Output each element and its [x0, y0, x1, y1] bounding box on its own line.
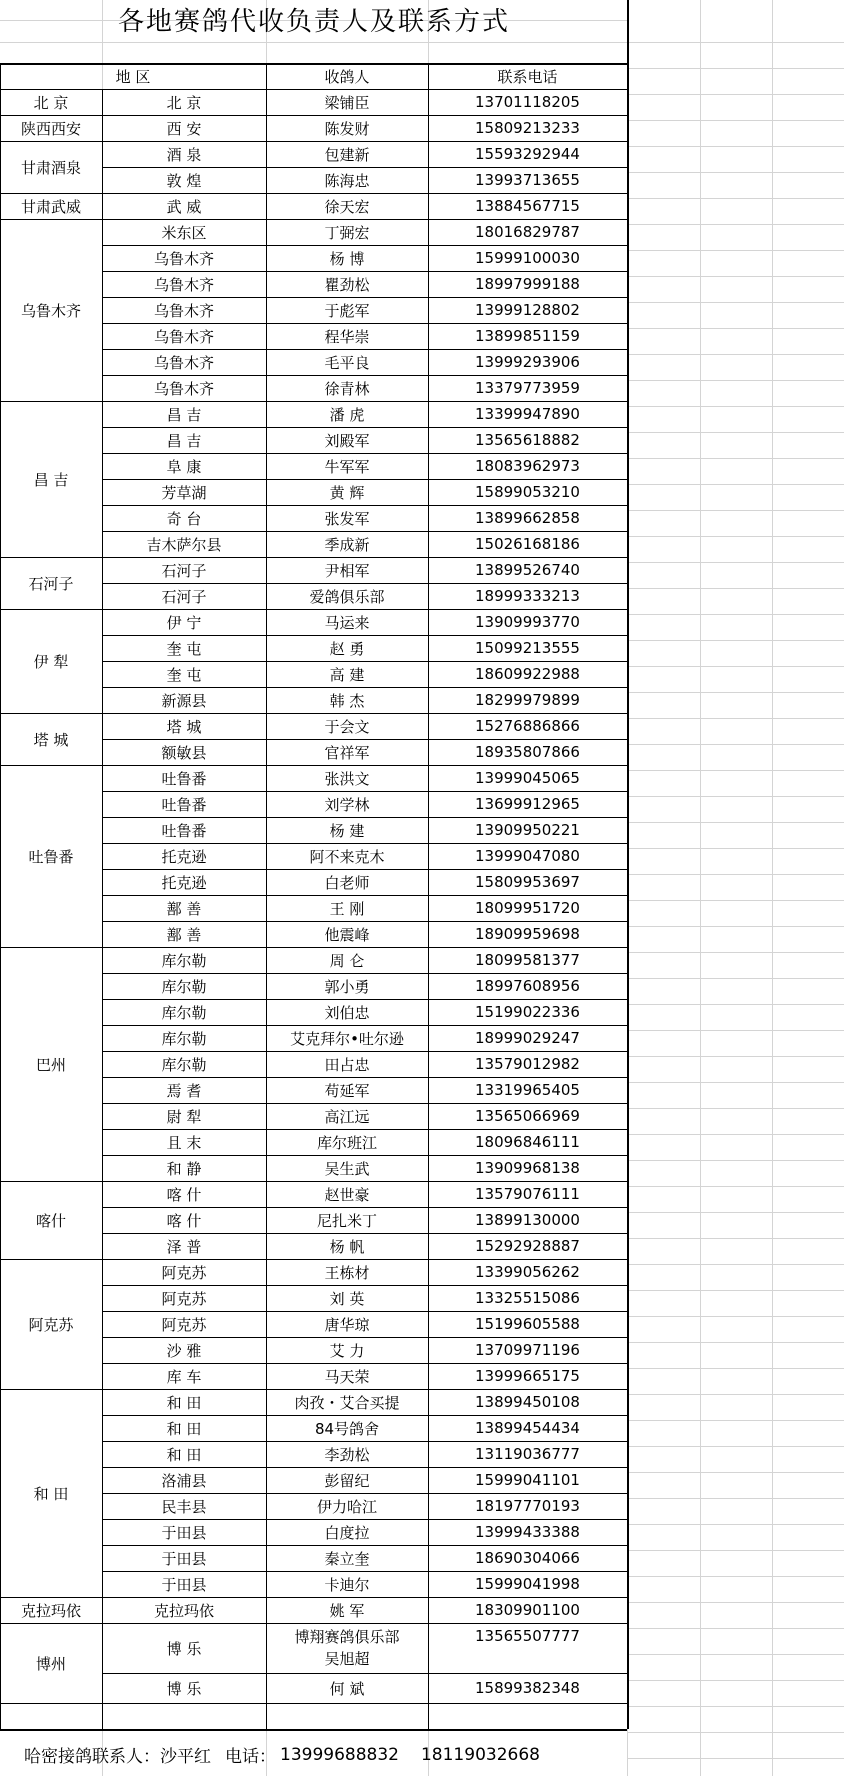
phone-cell: 18016829787	[475, 223, 580, 241]
city-cell: 乌鲁木齐	[153, 301, 214, 320]
phone-cell: 18999333213	[475, 587, 580, 605]
receiver-cell: 马运来	[324, 613, 370, 632]
phone-cell: 18997608956	[475, 977, 580, 995]
receiver-cell: 高江远	[324, 1107, 370, 1126]
city-cell: 伊 宁	[166, 613, 202, 632]
phone-cell: 13999665175	[475, 1367, 580, 1385]
city-cell: 米东区	[161, 223, 207, 242]
receiver-cell: 田占忠	[324, 1055, 370, 1074]
phone-cell: 13999128802	[475, 301, 580, 319]
receiver-cell: 李劲松	[324, 1445, 370, 1464]
city-cell: 库尔勒	[161, 1003, 207, 1022]
phone-cell: 13399947890	[475, 405, 580, 423]
receiver-cell: 季成新	[324, 535, 370, 554]
phone-cell: 18083962973	[475, 457, 580, 475]
table-top-border	[0, 63, 627, 65]
column-border	[266, 63, 267, 1729]
city-cell: 昌 吉	[166, 405, 202, 424]
city-cell: 奇 台	[166, 509, 202, 528]
receiver-cell: 何 斌	[329, 1679, 365, 1698]
phone-cell: 18690304066	[475, 1549, 580, 1567]
city-cell: 泽 普	[166, 1237, 202, 1256]
city-cell: 武 威	[166, 197, 202, 216]
receiver-cell: 伊力哈江	[316, 1497, 377, 1516]
receiver-cell: 尹相军	[324, 561, 370, 580]
receiver-cell: 杨 帆	[329, 1237, 365, 1256]
phone-cell: 13899851159	[475, 327, 580, 345]
phone-cell: 18096846111	[475, 1133, 580, 1151]
city-cell: 乌鲁木齐	[153, 249, 214, 268]
city-cell: 尉 犁	[166, 1107, 202, 1126]
receiver-cell: 吴生武	[324, 1159, 370, 1178]
region-cell: 甘肃武威	[20, 197, 81, 216]
receiver-cell: 徐青林	[324, 379, 370, 398]
receiver-cell: 白度拉	[324, 1523, 370, 1542]
phone-cell: 15899053210	[475, 483, 580, 501]
city-cell: 且 末	[166, 1133, 202, 1152]
region-cell: 石河子	[28, 574, 74, 593]
phone-cell: 13899662858	[475, 509, 580, 527]
column-border	[102, 89, 103, 1729]
phone-cell: 15593292944	[475, 145, 580, 163]
receiver-cell: 张发军	[324, 509, 370, 528]
city-cell: 乌鲁木齐	[153, 379, 214, 398]
city-cell: 库尔勒	[161, 1029, 207, 1048]
receiver-cell: 刘伯忠	[324, 1003, 370, 1022]
phone-cell: 13701118205	[475, 93, 580, 111]
receiver-cell: 马天荣	[324, 1367, 370, 1386]
phone-cell: 18999029247	[475, 1029, 580, 1047]
city-cell: 洛浦县	[161, 1471, 207, 1490]
city-cell: 库尔勒	[161, 977, 207, 996]
footer-phone-2: 18119032668	[420, 1744, 540, 1765]
receiver-cell: 程华崇	[324, 327, 370, 346]
phone-cell: 13899526740	[475, 561, 580, 579]
receiver-cell: 刘 英	[329, 1289, 365, 1308]
city-cell: 阿克苏	[161, 1289, 207, 1308]
receiver-cell: 王 刚	[329, 899, 365, 918]
city-cell: 喀 什	[166, 1211, 202, 1230]
phone-cell: 15999041101	[475, 1471, 580, 1489]
receiver-cell: 唐华琼	[324, 1315, 370, 1334]
footer-phone-1: 13999688832	[280, 1744, 399, 1765]
city-cell: 沙 雅	[166, 1341, 202, 1360]
receiver-cell: 梁铺臣	[324, 93, 370, 112]
receiver-cell: 爱鸽俱乐部	[309, 587, 385, 606]
phone-cell: 15276886866	[475, 717, 580, 735]
city-cell: 石河子	[161, 561, 207, 580]
city-cell: 于田县	[161, 1549, 207, 1568]
receiver-cell: 白老师	[324, 873, 370, 892]
city-cell: 库尔勒	[161, 1055, 207, 1074]
receiver-cell: 官祥军	[324, 743, 370, 762]
region-cell: 陕西西安	[20, 119, 81, 138]
receiver-cell: 姚 军	[329, 1601, 365, 1620]
receiver-cell: 丁弼宏	[324, 223, 370, 242]
phone-cell: 13119036777	[475, 1445, 580, 1463]
region-cell: 吐鲁番	[28, 847, 74, 866]
city-cell: 鄯 善	[166, 925, 202, 944]
page-title: 各地赛鸽代收负责人及联系方式	[117, 7, 510, 37]
phone-cell: 18099581377	[475, 951, 580, 969]
table-left-border	[0, 63, 1, 1729]
phone-cell: 15809213233	[475, 119, 580, 137]
phone-cell: 13899454434	[475, 1419, 580, 1437]
header-region: 地 区	[115, 67, 151, 86]
receiver-cell: 陈海忠	[324, 171, 370, 190]
city-cell: 和 静	[166, 1159, 202, 1178]
phone-cell: 15999041998	[475, 1575, 580, 1593]
city-cell: 吐鲁番	[161, 821, 207, 840]
phone-cell: 13709971196	[475, 1341, 580, 1359]
receiver-cell: 包建新	[324, 145, 370, 164]
city-cell: 乌鲁木齐	[153, 327, 214, 346]
region-cell: 塔 城	[33, 730, 69, 749]
city-cell: 喀 什	[166, 1185, 202, 1204]
city-cell: 石河子	[161, 587, 207, 606]
region-cell: 昌 吉	[33, 470, 69, 489]
table-right-border	[627, 0, 629, 1729]
receiver-cell: 毛平良	[324, 353, 370, 372]
region-cell: 伊 犁	[33, 652, 69, 671]
city-cell: 酒 泉	[166, 145, 202, 164]
region-cell: 博州	[35, 1654, 66, 1673]
phone-cell: 18299979899	[475, 691, 580, 709]
phone-cell: 18997999188	[475, 275, 580, 293]
header-receiver: 收鸽人	[324, 67, 370, 86]
city-cell: 克拉玛依	[153, 1601, 214, 1620]
phone-cell: 13565507777	[475, 1627, 580, 1645]
receiver-cell: 他震峰	[324, 925, 370, 944]
receiver-cell: 库尔班江	[316, 1133, 377, 1152]
city-cell: 昌 吉	[166, 431, 202, 450]
city-cell: 西 安	[166, 119, 202, 138]
phone-cell: 18935807866	[475, 743, 580, 761]
phone-cell: 13579012982	[475, 1055, 580, 1073]
phone-cell: 13319965405	[475, 1081, 580, 1099]
receiver-cell: 赵世豪	[324, 1185, 370, 1204]
city-cell: 阜 康	[166, 457, 202, 476]
phone-cell: 15809953697	[475, 873, 580, 891]
phone-cell: 13999047080	[475, 847, 580, 865]
city-cell: 博 乐	[166, 1679, 202, 1698]
phone-cell: 15292928887	[475, 1237, 580, 1255]
phone-cell: 13899450108	[475, 1393, 580, 1411]
receiver-cell: 阿不来克木	[309, 847, 385, 866]
phone-cell: 13884567715	[475, 197, 580, 215]
city-cell: 于田县	[161, 1523, 207, 1542]
region-cell: 和 田	[33, 1484, 69, 1503]
phone-cell: 15026168186	[475, 535, 580, 553]
receiver-cell: 牛军军	[324, 457, 370, 476]
receiver-cell: 艾克拜尔•吐尔逊	[290, 1029, 404, 1048]
receiver-cell: 瞿劲松	[324, 275, 370, 294]
phone-cell: 18609922988	[475, 665, 580, 683]
city-cell: 托克逊	[161, 873, 207, 892]
receiver-cell: 刘殿军	[324, 431, 370, 450]
city-cell: 和 田	[166, 1445, 202, 1464]
phone-cell: 13325515086	[475, 1289, 580, 1307]
phone-cell: 13579076111	[475, 1185, 580, 1203]
footer-contact-label: 哈密接鸽联系人：沙平红	[24, 1747, 211, 1767]
receiver-cell: 王栋材	[324, 1263, 370, 1282]
phone-cell: 13909968138	[475, 1159, 580, 1177]
city-cell: 托克逊	[161, 847, 207, 866]
region-cell: 甘肃酒泉	[20, 158, 81, 177]
phone-cell: 13379773959	[475, 379, 580, 397]
city-cell: 博 乐	[166, 1639, 202, 1658]
phone-cell: 13699912965	[475, 795, 580, 813]
receiver-cell: 徐天宏	[324, 197, 370, 216]
receiver-cell: 高 建	[329, 665, 365, 684]
receiver-cell: 杨 博	[329, 249, 365, 268]
header-bottom-border	[0, 89, 627, 90]
phone-cell: 15199605588	[475, 1315, 580, 1333]
table-bottom-border	[0, 1729, 627, 1731]
receiver-line: 吴旭超	[324, 1650, 370, 1668]
receiver-cell: 艾 力	[329, 1341, 365, 1360]
receiver-cell: 卡迪尔	[324, 1575, 370, 1594]
city-cell: 北 京	[166, 93, 202, 112]
receiver-line: 博翔赛鸽俱乐部	[294, 1628, 400, 1646]
receiver-cell: 赵 勇	[329, 639, 365, 658]
phone-cell: 13899130000	[475, 1211, 580, 1229]
city-cell: 吐鲁番	[161, 795, 207, 814]
receiver-cell: 秦立奎	[324, 1549, 370, 1568]
phone-cell: 18197770193	[475, 1497, 580, 1515]
phone-cell: 13399056262	[475, 1263, 580, 1281]
city-cell: 芳草湖	[161, 483, 207, 502]
phone-cell: 15999100030	[475, 249, 580, 267]
footer-phone-label: 电话：	[225, 1747, 276, 1767]
city-cell: 奎 屯	[166, 665, 202, 684]
city-cell: 乌鲁木齐	[153, 275, 214, 294]
receiver-cell: 肉孜・艾合买提	[294, 1393, 400, 1412]
phone-cell: 13999045065	[475, 769, 580, 787]
receiver-cell: 于会文	[324, 717, 370, 736]
row-line	[0, 1703, 627, 1704]
region-cell: 乌鲁木齐	[20, 301, 81, 320]
region-cell: 喀什	[35, 1211, 66, 1230]
footer-contact	[0, 1733, 628, 1776]
city-cell: 吉木萨尔县	[146, 535, 222, 554]
region-cell: 北 京	[33, 93, 69, 112]
city-cell: 和 田	[166, 1419, 202, 1438]
phone-cell: 13909993770	[475, 613, 580, 631]
city-cell: 敦 煌	[166, 171, 202, 190]
phone-cell: 13999433388	[475, 1523, 580, 1541]
city-cell: 奎 屯	[166, 639, 202, 658]
receiver-cell: 韩 杰	[329, 691, 365, 710]
phone-cell: 15199022336	[475, 1003, 580, 1021]
city-cell: 鄯 善	[166, 899, 202, 918]
receiver-cell: 陈发财	[324, 119, 370, 138]
region-cell: 巴州	[35, 1055, 66, 1074]
city-cell: 乌鲁木齐	[153, 353, 214, 372]
receiver-cell: 苟延军	[324, 1081, 370, 1100]
receiver-cell: 张洪文	[324, 769, 370, 788]
receiver-cell: 84号鸽舍	[314, 1419, 380, 1438]
city-cell: 阿克苏	[161, 1263, 207, 1282]
city-cell: 阿克苏	[161, 1315, 207, 1334]
city-cell: 于田县	[161, 1575, 207, 1594]
phone-cell: 18309901100	[475, 1601, 580, 1619]
receiver-cell: 刘学林	[324, 795, 370, 814]
receiver-cell: 周 仑	[329, 951, 365, 970]
phone-cell: 13909950221	[475, 821, 580, 839]
city-cell: 库 车	[166, 1367, 202, 1386]
receiver-cell: 彭留纪	[324, 1471, 370, 1490]
city-cell: 吐鲁番	[161, 769, 207, 788]
phone-cell: 13999293906	[475, 353, 580, 371]
receiver-cell: 尼扎米丁	[316, 1211, 377, 1230]
city-cell: 塔 城	[166, 717, 202, 736]
city-cell: 库尔勒	[161, 951, 207, 970]
receiver-cell: 于彪军	[324, 301, 370, 320]
phone-cell: 13993713655	[475, 171, 580, 189]
region-cell: 阿克苏	[28, 1315, 74, 1334]
receiver-cell: 黄 辉	[329, 483, 365, 502]
city-cell: 和 田	[166, 1393, 202, 1412]
receiver-cell: 杨 建	[329, 821, 365, 840]
phone-cell: 13565618882	[475, 431, 580, 449]
receiver-cell	[266, 1623, 428, 1673]
receiver-cell: 潘 虎	[329, 405, 365, 424]
city-cell: 民丰县	[161, 1497, 207, 1516]
city-cell: 新源县	[161, 691, 207, 710]
phone-cell: 15099213555	[475, 639, 580, 657]
city-cell: 额敏县	[161, 743, 207, 762]
column-border	[428, 63, 429, 1729]
receiver-cell: 郭小勇	[324, 977, 370, 996]
region-cell: 克拉玛依	[20, 1601, 81, 1620]
phone-cell: 13565066969	[475, 1107, 580, 1125]
phone-cell: 18909959698	[475, 925, 580, 943]
phone-cell: 15899382348	[475, 1679, 580, 1697]
header-phone: 联系电话	[497, 67, 558, 86]
city-cell: 焉 耆	[166, 1081, 202, 1100]
phone-cell: 18099951720	[475, 899, 580, 917]
